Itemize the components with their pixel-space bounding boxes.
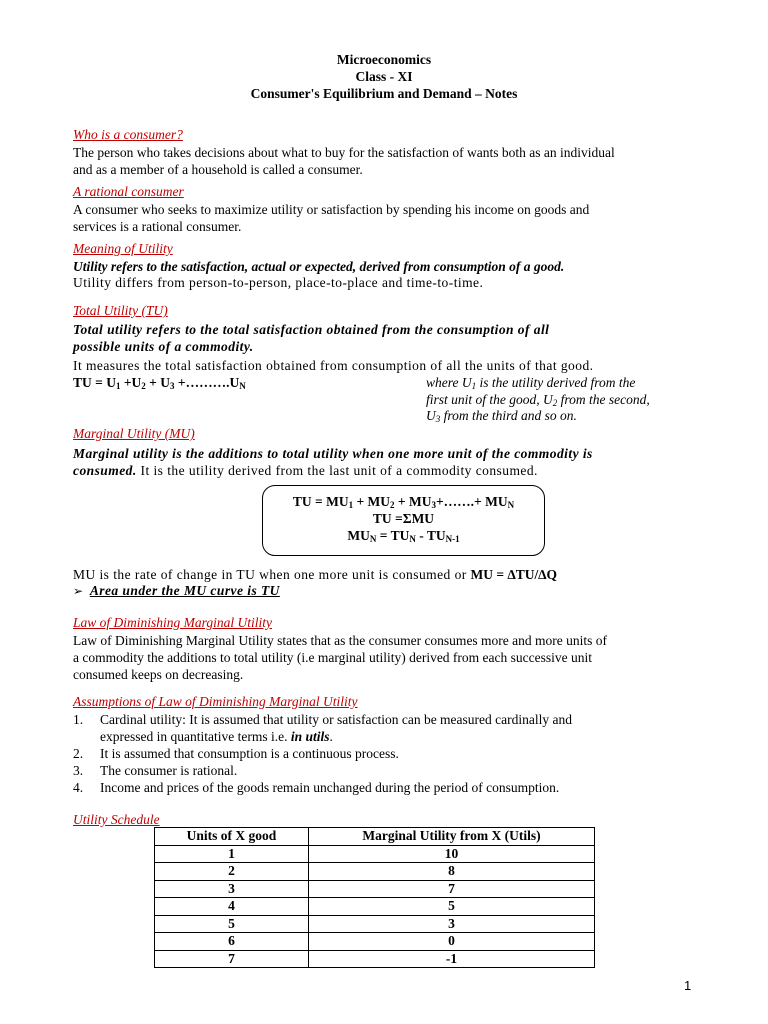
mu-area-line: ➢ Area under the MU curve is TU (73, 583, 280, 598)
table-cell-mu: 5 (309, 898, 595, 916)
utility-schedule-table (154, 827, 595, 968)
page-number: 1 (684, 978, 692, 993)
mu-definition-1: Marginal utility is the additions to total utility when one more unit of the commodity is (73, 446, 593, 461)
table-row (155, 933, 595, 951)
rational-text-1: A consumer who seeks to maximize utility or satisfaction by spending his income on goods and (73, 202, 590, 217)
table-cell-units: 4 (155, 898, 309, 916)
utility-heading: Meaning of Utility (73, 241, 173, 256)
tu-where-1: where $U_1$ is the utility derived from the (426, 375, 636, 391)
law-text-3: consumed keeps on decreasing. (73, 667, 244, 682)
assumption-2-num: 2. (73, 746, 84, 761)
mu-definition-2: consumed. It is the utility derived from the last unit of a commodity consumed. (73, 463, 538, 478)
table-cell-mu: 8 (309, 863, 595, 881)
rational-heading: A rational consumer (73, 184, 184, 199)
consumer-heading: Who is a consumer? (73, 127, 183, 142)
formula-box-line-1: TU = $MU_1 + MU_2$ + $MU_3+\dots\dots.+ MU_N$ (292, 494, 515, 510)
assumptions-heading: Assumptions of Law of Diminishing Marginal Utility (73, 694, 358, 709)
table-cell-mu: -1 (309, 950, 595, 968)
law-text-2: a commodity the additions to total utility (i.e marginal utility) derived from each successive unit (73, 650, 593, 665)
consumer-text-1: The person who takes decisions about what to buy for the satisfaction of wants both as an individual (73, 145, 615, 160)
table-cell-mu: 7 (309, 880, 595, 898)
tu-where-3: $U_3$ from the third and so on. (426, 408, 577, 424)
tu-definition-1: Total utility refers to the total satisfaction obtained from the consumption of all (73, 322, 550, 337)
column-header-mu: Marginal Utility from X (Utils) (309, 828, 595, 846)
assumption-1-cont: expressed in quantitative terms i.e. in utils. (100, 729, 333, 744)
assumption-4-num: 4. (73, 780, 84, 795)
law-heading: Law of Diminishing Marginal Utility (73, 615, 273, 630)
tu-heading: Total Utility (TU) (73, 303, 168, 318)
table-cell-units: 3 (155, 880, 309, 898)
table-cell-mu: 3 (309, 915, 595, 933)
assumption-2-text: It is assumed that consumption is a continuous process. (100, 746, 399, 761)
law-text-1: Law of Diminishing Marginal Utility states that as the consumer consumes more and more units of (73, 633, 608, 648)
assumption-3-text: The consumer is rational. (100, 763, 238, 778)
table-row (155, 950, 595, 968)
table-row (155, 915, 595, 933)
subject-title: Microeconomics (336, 52, 432, 67)
utility-note: Utility differs from person-to-person, place-to-place and time-to-time. (73, 275, 484, 290)
table-cell-mu: 10 (309, 845, 595, 863)
column-header-units: Units of X good (155, 828, 309, 846)
assumption-4-text: Income and prices of the goods remain unchanged during the period of consumption. (100, 780, 560, 795)
table-cell-units: 5 (155, 915, 309, 933)
table-row (155, 880, 595, 898)
tu-definition-2: possible units of a commodity. (73, 339, 254, 354)
rational-text-2: services is a rational consumer. (73, 219, 242, 234)
tu-formula: TU = $U_1 +U_2 + U_3$ $+\dots\dots\dots.U_N$ (73, 375, 246, 391)
assumption-1-num: 1. (73, 712, 84, 727)
tu-measures: It measures the total satisfaction obtained from consumption of all the units of that good. (73, 358, 594, 373)
consumer-text-2: and as a member of a household is called a consumer. (73, 162, 363, 177)
notes-title: Consumer's Equilibrium and Demand – Notes (250, 86, 518, 101)
table-row (155, 898, 595, 916)
utility-definition: Utility refers to the satisfaction, actual or expected, derived from consumption of a good. (73, 259, 565, 274)
table-row (155, 863, 595, 881)
formula-box-line-2: TU =ΣMU (372, 511, 435, 526)
schedule-heading: Utility Schedule (73, 812, 160, 827)
assumption-3-num: 3. (73, 763, 84, 778)
table-cell-units: 1 (155, 845, 309, 863)
mu-rate-text: MU is the rate of change in TU when one more unit is consumed or MU = ∆TU/∆Q (73, 567, 558, 582)
table-cell-mu: 0 (309, 933, 595, 951)
table-cell-units: 2 (155, 863, 309, 881)
arrow-bullet-icon: ➢ (73, 584, 84, 598)
table-row (155, 845, 595, 863)
table-cell-units: 7 (155, 950, 309, 968)
class-label: Class - XI (355, 69, 413, 84)
tu-where-2: first unit of the good, $U_2$ from the second, (426, 392, 650, 408)
table-header-row (155, 828, 595, 846)
formula-box-line-3: $MU_N = TU_N - TU_{N-1}$ (347, 528, 460, 544)
assumption-1-text: Cardinal utility: It is assumed that utility or satisfaction can be measured cardinally and (100, 712, 572, 727)
mu-heading: Marginal Utility (MU) (73, 426, 195, 441)
table-cell-units: 6 (155, 933, 309, 951)
